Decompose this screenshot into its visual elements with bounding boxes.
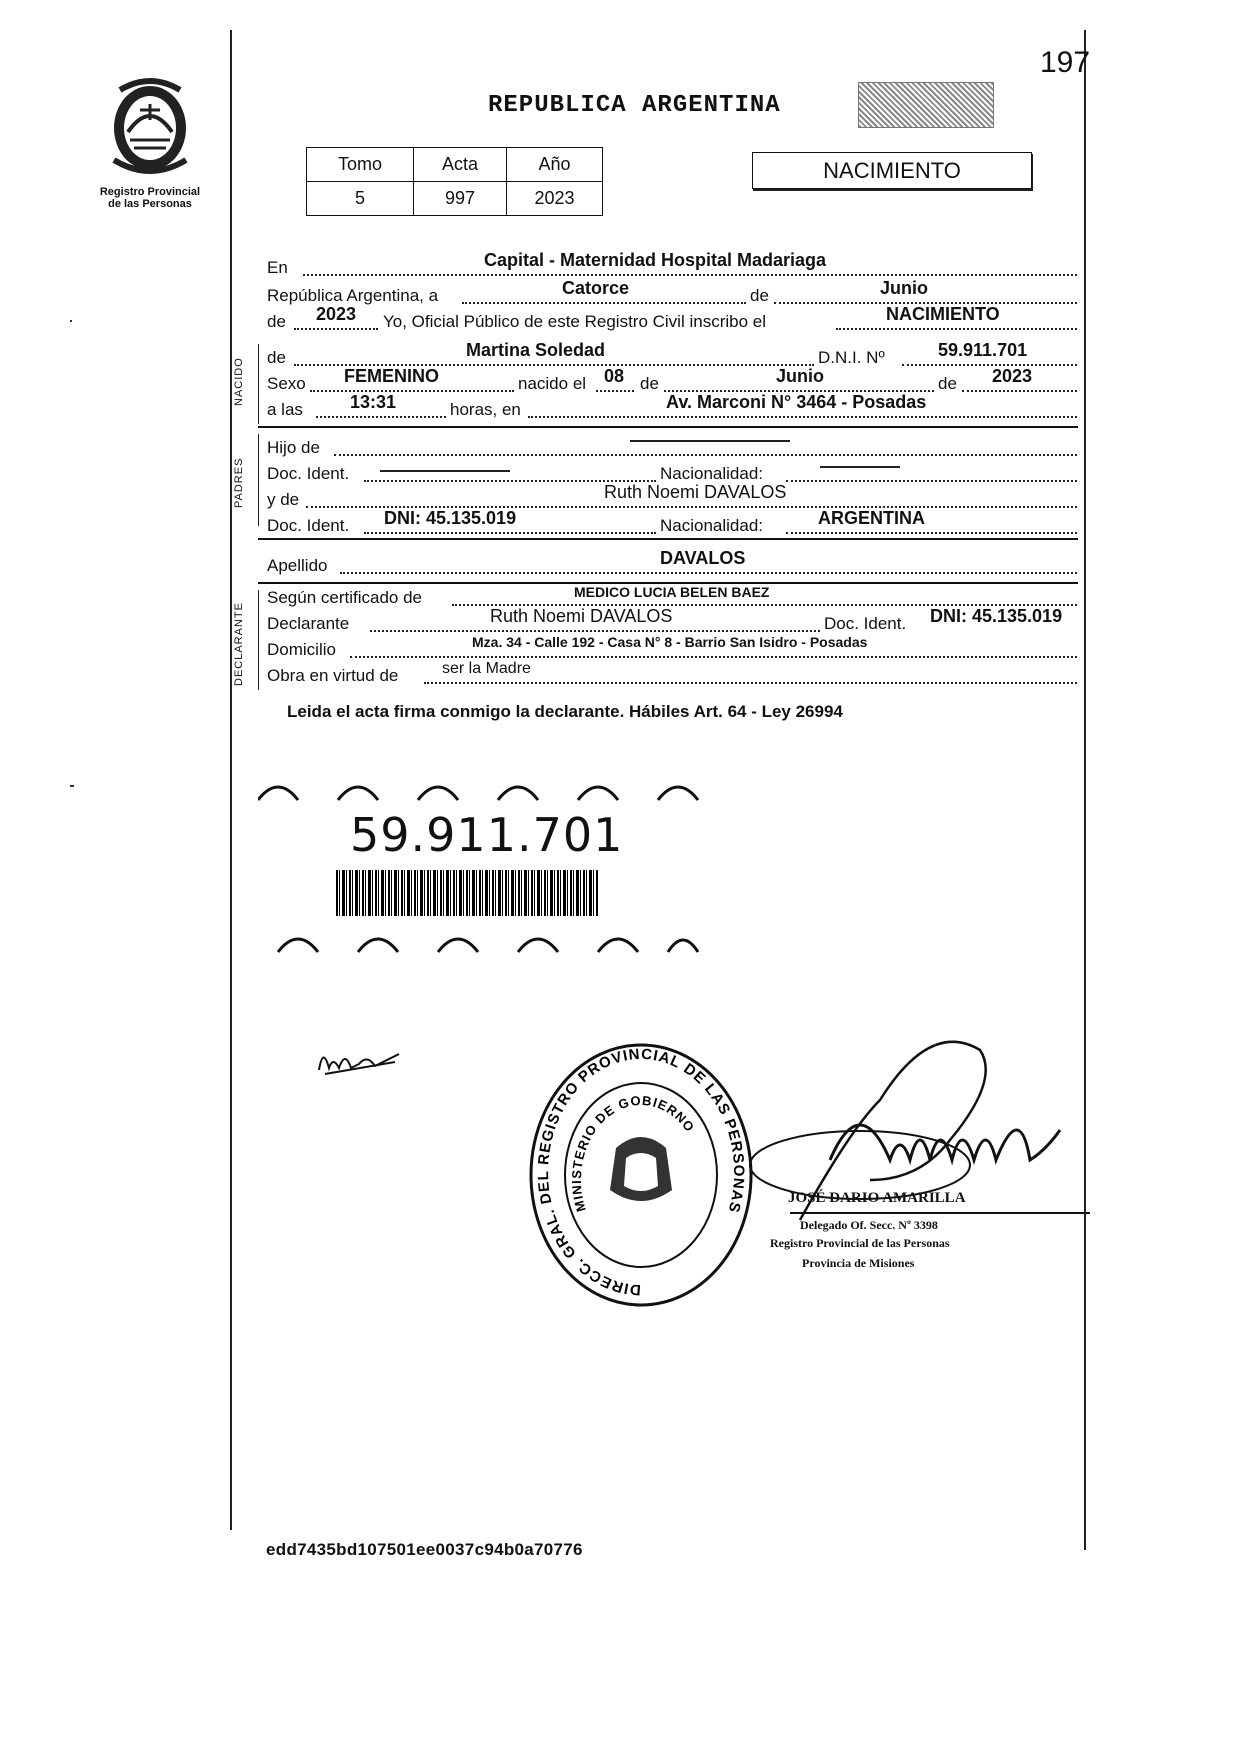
initials-signature xyxy=(315,1040,405,1080)
document-hash: edd7435bd107501ee0037c94b0a70776 xyxy=(266,1540,583,1559)
section-label-padres: PADRES xyxy=(233,457,245,508)
madre-doc-value: DNI: 45.135.019 xyxy=(384,508,517,528)
anio-value: 2023 xyxy=(316,304,357,324)
label-hijo-de: Hijo de xyxy=(267,438,320,457)
dotted-line xyxy=(786,480,1077,482)
margin-mark xyxy=(70,785,74,787)
anio-nacimiento-value: 2023 xyxy=(992,366,1033,386)
dotted-line xyxy=(350,656,1077,658)
dotted-line xyxy=(370,630,820,632)
label-nacido-el: nacido el xyxy=(518,374,587,393)
label-declarante: Declarante xyxy=(267,614,350,633)
oficial-text: Yo, Oficial Público de este Registro Civil inscribo el xyxy=(383,312,766,331)
dotted-line xyxy=(316,416,446,418)
section-divider xyxy=(258,538,1078,540)
barcode-number: 59.911.701 xyxy=(350,808,624,862)
label-republica: República Argentina, a xyxy=(267,286,439,305)
dotted-line xyxy=(294,328,378,330)
country-title: REPUBLICA ARGENTINA xyxy=(488,92,781,119)
dotted-line xyxy=(424,682,1077,684)
dia-texto-value: Catorce xyxy=(562,278,630,298)
certificado-value: MEDICO LUCIA BELEN BAEZ xyxy=(574,584,770,600)
security-stamp xyxy=(858,82,994,128)
madre-nacionalidad-value: ARGENTINA xyxy=(818,508,925,528)
label-de-mes: de xyxy=(640,374,659,393)
label-doc-ident-madre: Doc. Ident. xyxy=(267,516,350,535)
obra-value: ser la Madre xyxy=(442,660,531,677)
closing-statement: Leida el acta firma conmigo la declarante. Hábiles Art. 64 - Ley 26994 xyxy=(287,702,843,721)
security-pattern-bottom xyxy=(258,918,700,954)
seal-inner-text: MINISTERIO DE GOBIERNO xyxy=(568,1092,698,1214)
label-doc-declarante: Doc. Ident. xyxy=(824,614,907,633)
label-de: de xyxy=(750,286,769,305)
section-bracket xyxy=(258,434,259,526)
blank-dash xyxy=(380,470,510,472)
label-nacionalidad: Nacionalidad: xyxy=(660,464,764,483)
label-y-de: y de xyxy=(267,490,300,509)
official-seal xyxy=(526,1040,756,1310)
section-label-nacido: NACIDO xyxy=(233,357,245,406)
label-dni: D.N.I. Nº xyxy=(818,348,885,367)
label-doc-ident: Doc. Ident. xyxy=(267,464,350,483)
registry-value-tomo: 5 xyxy=(307,182,414,216)
blank-dash xyxy=(820,466,900,468)
registry-logo xyxy=(80,70,220,210)
section-bracket xyxy=(258,344,259,424)
nombre-value: Martina Soledad xyxy=(466,340,606,360)
dotted-line xyxy=(836,328,1077,330)
barcode xyxy=(336,870,598,916)
doc-declarante-value: DNI: 45.135.019 xyxy=(930,606,1063,626)
registry-value-acta: 997 xyxy=(414,182,507,216)
official-role: Delegado Of. Secc. Nº 3398 xyxy=(800,1218,938,1232)
dotted-line xyxy=(334,454,1077,456)
label-de-anio2: de xyxy=(938,374,957,393)
provincial-emblem-icon xyxy=(100,70,200,180)
seal-ring-text: DIRECC. GRAL. DEL REGISTRO PROVINCIAL DE LAS PERSONAS xyxy=(534,1045,748,1299)
margin-mark xyxy=(70,320,72,322)
label-obra: Obra en virtud de xyxy=(267,666,399,685)
security-pattern-top xyxy=(258,768,700,804)
registry-header-row xyxy=(307,148,603,182)
mes-value: Junio xyxy=(880,278,928,298)
dotted-line xyxy=(303,274,1077,276)
official-province: Provincia de Misiones xyxy=(802,1256,915,1270)
logo-caption-line1: Registro Provincial xyxy=(99,186,201,198)
lugar-value: Capital - Maternidad Hospital Madariaga xyxy=(484,250,827,270)
section-bracket xyxy=(258,590,259,690)
dotted-line xyxy=(462,302,746,304)
registry-header-acta: Acta xyxy=(414,148,507,182)
label-apellido: Apellido xyxy=(267,556,328,575)
domicilio-value: Mza. 34 - Calle 192 - Casa N° 8 - Barrio San Isidro - Posadas xyxy=(472,634,868,650)
sexo-value: FEMENINO xyxy=(344,366,440,386)
hora-value: 13:31 xyxy=(350,392,397,412)
registry-header-tomo: Tomo xyxy=(307,148,414,182)
record-type-box: NACIMIENTO xyxy=(752,152,1032,189)
blank-dash xyxy=(630,440,790,442)
official-office: Registro Provincial de las Personas xyxy=(770,1236,950,1250)
mes-nacimiento-value: Junio xyxy=(776,366,824,386)
label-horas-en: horas, en xyxy=(450,400,521,419)
left-margin-line xyxy=(230,30,232,1530)
dotted-line xyxy=(786,532,1077,534)
apellido-value: DAVALOS xyxy=(660,548,746,568)
dotted-line xyxy=(902,364,1077,366)
registry-value-anio: 2023 xyxy=(507,182,603,216)
signature-line xyxy=(790,1212,1090,1214)
label-certificado: Según certificado de xyxy=(267,588,422,607)
lugar-nacimiento-value: Av. Marconi N° 3464 - Posadas xyxy=(666,392,927,412)
label-sexo: Sexo xyxy=(267,374,306,393)
declarante-value: Ruth Noemi DAVALOS xyxy=(490,606,673,626)
label-domicilio: Domicilio xyxy=(267,640,336,659)
official-name: JOSÉ DARIO AMARILLA xyxy=(788,1190,966,1206)
label-en: En xyxy=(267,258,288,277)
page-number: 197 xyxy=(1040,46,1091,79)
label-nacionalidad-madre: Nacionalidad: xyxy=(660,516,764,535)
dotted-line xyxy=(528,416,1077,418)
label-de-anio: de xyxy=(267,312,286,331)
dotted-line xyxy=(364,532,656,534)
right-margin-line xyxy=(1084,30,1086,1550)
registry-header-anio: Año xyxy=(507,148,603,182)
logo-caption-line2: de las Personas xyxy=(108,198,192,210)
logo-caption xyxy=(80,186,220,210)
registry-value-row xyxy=(307,182,603,216)
dia-value: 08 xyxy=(604,366,625,386)
label-a-las: a las xyxy=(267,400,303,419)
registry-table xyxy=(306,147,603,216)
dni-value: 59.911.701 xyxy=(938,340,1028,360)
dotted-line xyxy=(962,390,1077,392)
dotted-line xyxy=(340,572,1077,574)
madre-value: Ruth Noemi DAVALOS xyxy=(604,482,787,502)
inscribo-value: NACIMIENTO xyxy=(886,304,1000,324)
section-label-declarante: DECLARANTE xyxy=(233,602,245,686)
dotted-line xyxy=(310,390,514,392)
section-divider xyxy=(258,426,1078,428)
label-de-nombre: de xyxy=(267,348,286,367)
dotted-line xyxy=(596,390,634,392)
